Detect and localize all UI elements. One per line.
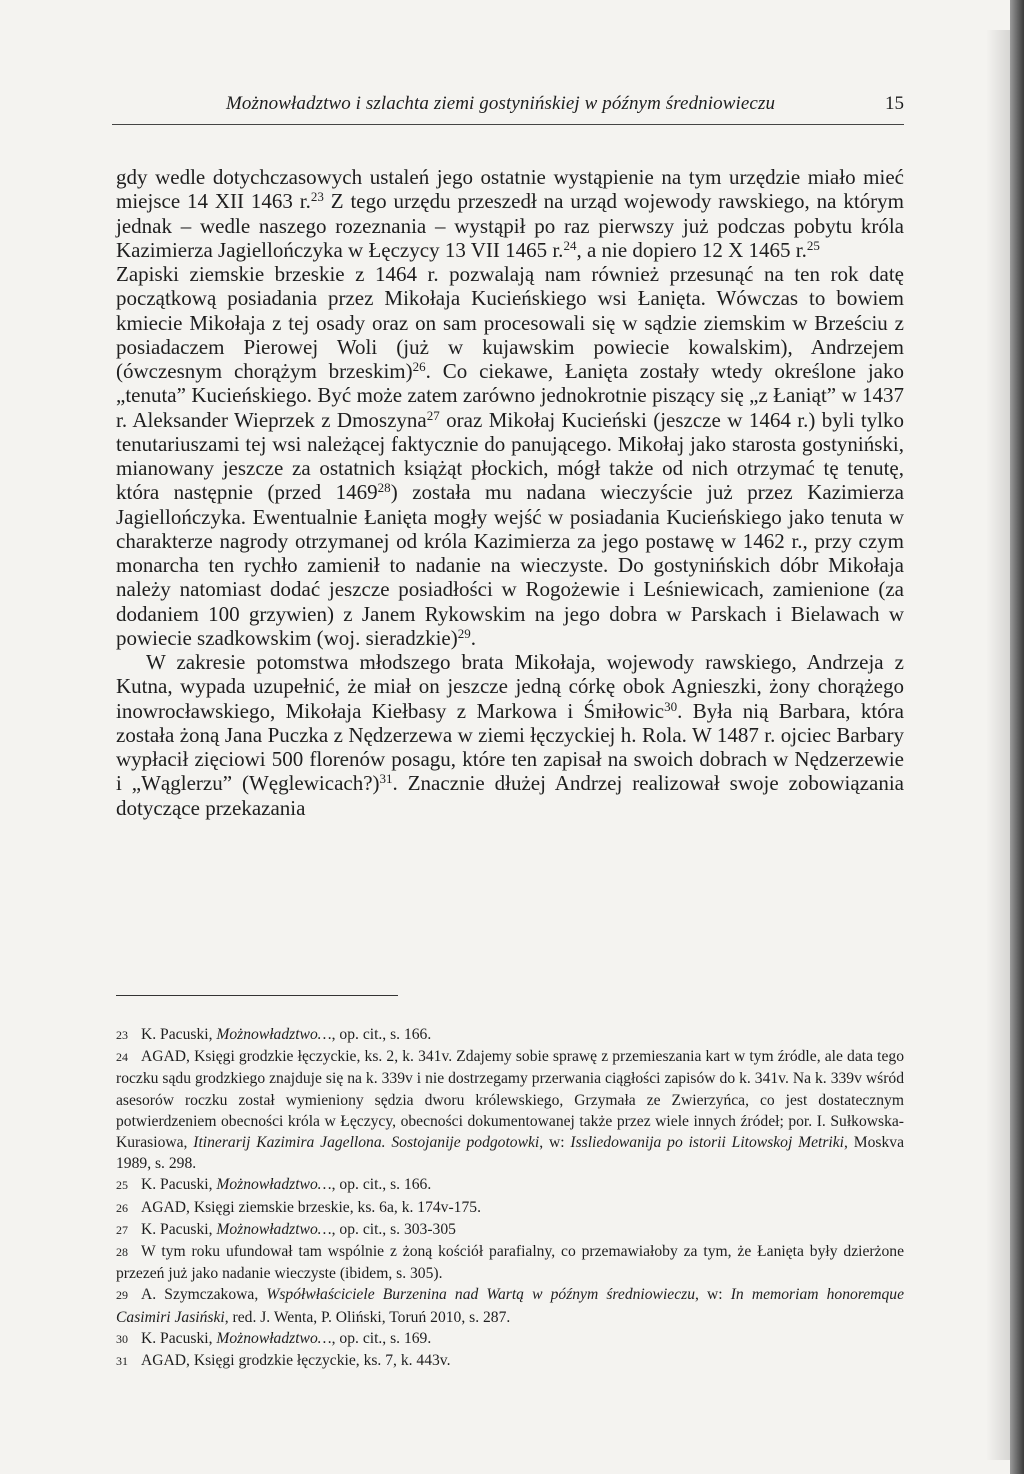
footnote-text: AGAD, Księgi ziemskie brzeskie, ks. 6a, k. 174v-175. [141, 1198, 481, 1216]
footnote-27 [116, 1219, 904, 1241]
footnote-text: A. Szymczakowa, [141, 1286, 267, 1304]
paragraph-2-text-5: . [470, 625, 476, 650]
footnote-25 [116, 1174, 904, 1196]
footnote-number: 31 [116, 1354, 128, 1369]
footnote-text: K. Pacuski, [141, 1220, 217, 1238]
paragraph-1 [116, 165, 904, 262]
footnote-ref: 28 [377, 480, 391, 496]
paragraph-2-text-1: Zapiski ziemskie brzeskie z 1464 r. pozwalają nam również przesunąć na ten rok datę początkową posiadania przez Mikołaja Kucieńskiego wsi Łanięta. Wówczas to bowiem kmiecie Mikołaja z tej osady oraz on sam procesowali się w sądzie ziemskim w Brześciu z posiadaczem Pierowej Woli (już w kujawskim powiecie kowalskim), Andrzejem (ówczesnym chorążym brzeskim) [116, 262, 904, 383]
paragraph-3 [116, 650, 904, 820]
footnote-text: K. Pacuski, [141, 1176, 217, 1194]
header-rule [112, 124, 904, 125]
footnote-ref: 26 [412, 358, 426, 374]
footnote-23 [116, 1024, 904, 1046]
footnote-text: , red. J. Wenta, P. Oliński, Toruń 2010, s. 287. [224, 1308, 511, 1326]
footnote-number: 23 [116, 1028, 128, 1042]
footnotes [116, 1024, 904, 1372]
footnote-ref: 27 [426, 407, 440, 423]
footnote-title: Issliedowanija po istorii Litowskoj Metriki [570, 1134, 845, 1152]
footnote-text: AGAD, Księgi grodzkie łęczyckie, ks. 2, k. 341v. Zdajemy sobie sprawę z przemieszania kart w tym źródle, ale data tego roczku sądu grodzkiego znajduje się na k. 339v i nie dostrzegamy przerwania ciągłości zapisów do k. 341v. Na k. 339v wśród asesorów roczku został wymieniony sędzia dworu królewskiego, Grzymała ze Zwierzyńca, co jest dostatecznym potwierdzeniem obecności króla w Łęczycy, obecności dokumentowanej także przez wiele innych źródeł; por. I. Sułkowska-Kurasiowa, [116, 1048, 904, 1152]
footnote-number: 27 [116, 1222, 128, 1237]
paragraph-3-text-3: . Znacznie dłużej Andrzej realizował swoje zobowiązania dotyczące przekazania [116, 771, 905, 820]
footnote-text: , op. cit., s. 166. [331, 1176, 432, 1194]
paragraph-1-text-2: Z tego urzędu przeszedł na urząd wojewody rawskiego, na którym jednak – wedle naszego rozeznania – wystąpił po raz pierwszy już podczas pobytu króla Kazimierza Jagiellończyka w Łęczycy 13 VII 1465 r. [116, 189, 905, 262]
footnote-title: Współwłaściciele Burzenina nad Wartą w późnym średniowieczu [266, 1286, 695, 1304]
footnote-text: , op. cit., s. 169. [331, 1329, 432, 1347]
footnote-24 [116, 1046, 904, 1174]
main-text [116, 165, 904, 820]
footnote-title: Możnowładztwo… [216, 1026, 332, 1043]
footnote-ref: 24 [563, 237, 577, 253]
page-number: 15 [885, 93, 904, 114]
page-edge [1010, 0, 1024, 1474]
footnote-31 [116, 1350, 904, 1372]
footnote-text: , op. cit., s. 166. [331, 1026, 432, 1043]
footnote-ref: 25 [806, 237, 820, 253]
footnote-text: , Moskva 1989, s. 298. [116, 1134, 904, 1173]
footnote-text: W tym roku ufundował tam wspólnie z żoną kościół parafialny, co przemawiałoby za tym, że Łanięta były dzierżone przezeń już jako nadanie wieczyste (ibidem, s. 305). [116, 1243, 904, 1283]
paragraph-2-text-3: oraz Mikołaj Kucieński (jeszcze w 1464 r.) byli tylko tenutariuszami tej wsi należącej faktycznie do panującego. Mikołaj jako starosta gostyniński, mianowany jeszcze za ostatnich książąt płockich, mógł także od nich otrzymać tę tenutę, która następnie (przed 1469 [116, 407, 904, 505]
footnote-28 [116, 1241, 904, 1284]
footnote-text: K. Pacuski, [141, 1026, 217, 1043]
paragraph-3-text-2: . Była nią Barbara, która została żoną Jana Puczka z Nędzerzewa w ziemi łęczyckiej h. Rola. W 1487 r. ojciec Barbary wypłacił zięciowi 500 florenów posagu, które ten zapisał na swoich dobrach w Nędzerzewie i „Wąglerzu” (Węglewicach?) [116, 698, 904, 796]
footnote-26 [116, 1197, 904, 1219]
footnote-title: Możnowładztwo… [216, 1220, 332, 1238]
footnote-text: K. Pacuski, [141, 1329, 217, 1347]
footnote-title: In memoriam honoremque Casimiri Jasiński [116, 1286, 904, 1326]
footnote-ref: 23 [310, 189, 324, 205]
paragraph-2 [116, 262, 904, 650]
footnote-text: , w: [539, 1134, 571, 1152]
paragraph-2-text-4: ) została mu nadana wieczyście już przez Kazimierza Jagiellończyka. Ewentualnie Łanięta mogły wejść w posiadania Kucieńskiego jako tenuta w charakterze nagrody otrzymanej od króla Kazimierza za jego postawę w 1462 r., przy czym monarcha ten rychło zamienił to nadanie na wieczyste. Do gostynińskich dóbr Mikołaja należy natomiast dodać jeszcze posiadłości w Rogożewie i Leśniewicach, zamienione (za dodaniem 100 grzywien) z Janem Rykowskim na jego dobra w Parskach i Bielawach w powiecie szadkowskim (woj. sieradzkie) [116, 480, 904, 650]
footnote-separator [116, 995, 398, 996]
footnote-number: 25 [116, 1178, 128, 1193]
paragraph-2-text-2: . Co ciekawe, Łanięta zostały wtedy określone jako „tenuta” Kucieńskiego. Być może zatem zarówno jednokrotnie piszący się „z Łaniąt” w 1437 r. Aleksander Wieprzek z Dmoszyna [116, 359, 904, 432]
footnote-number: 24 [116, 1050, 128, 1065]
paragraph-1-text-1: gdy wedle dotychczasowych ustaleń jego ostatnie wystąpienie na tym urzędzie miało mieć miejsce 14 XII 1463 r. [116, 165, 904, 214]
footnote-29 [116, 1284, 904, 1327]
footnote-title: Itinerarij Kazimira Jagellona. Sostojanije podgotowki [193, 1134, 540, 1152]
footnote-ref: 29 [457, 625, 471, 641]
footnote-number: 28 [116, 1245, 128, 1260]
page-gutter-shadow [986, 30, 1010, 1460]
running-title: Możnowładztwo i szlachta ziemi gostynińskiej w późnym średniowieczu [226, 93, 776, 114]
paragraph-1-text-3: , a nie dopiero 12 X 1465 r. [576, 237, 807, 262]
footnote-30 [116, 1328, 904, 1350]
footnote-number: 29 [116, 1288, 128, 1303]
footnote-text: , w: [695, 1286, 731, 1304]
footnote-title: Możnowładztwo… [216, 1176, 332, 1194]
footnote-text: AGAD, Księgi grodzkie łęczyckie, ks. 7, k. 443v. [141, 1352, 451, 1370]
footnote-number: 30 [116, 1331, 128, 1346]
footnote-ref: 31 [379, 771, 393, 787]
footnote-number: 26 [116, 1200, 128, 1215]
footnote-title: Możnowładztwo… [216, 1329, 332, 1347]
footnote-ref: 30 [664, 698, 678, 714]
footnote-text: , op. cit., s. 303-305 [331, 1220, 456, 1238]
paragraph-3-text-1: W zakresie potomstwa młodszego brata Mikołaja, wojewody rawskiego, Andrzeja z Kutna, wypada uzupełnić, że miał on jeszcze jedną córkę obok Agnieszki, żony chorążego inowrocławskiego, Mikołaja Kiełbasy z Markowa i Śmiłowic [116, 650, 904, 723]
